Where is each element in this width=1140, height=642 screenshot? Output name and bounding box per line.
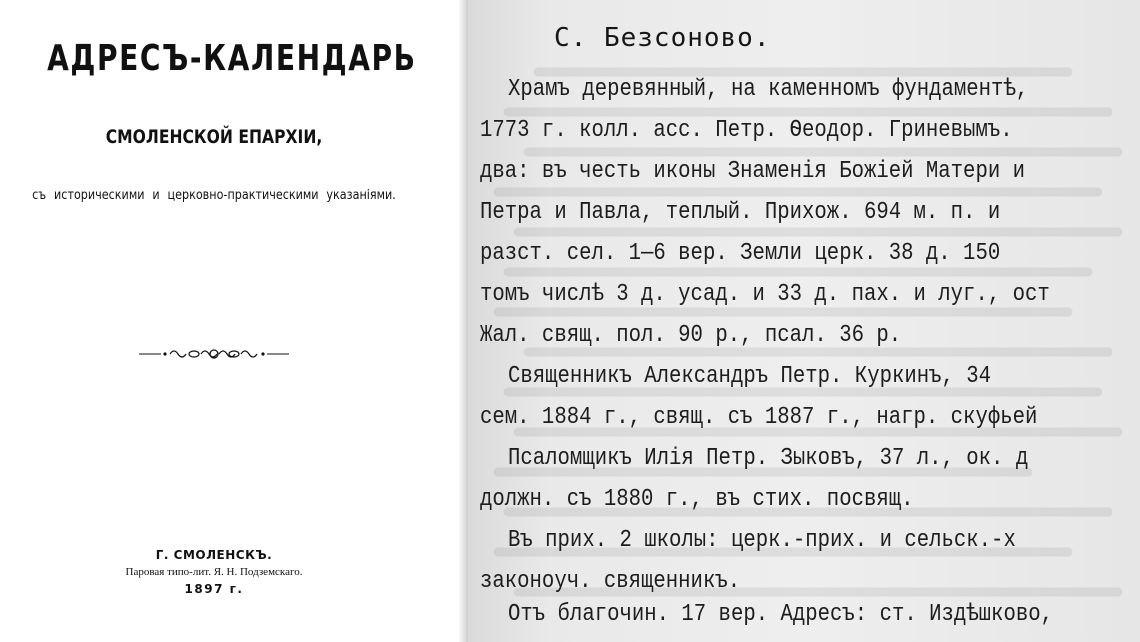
text-line-10: Псаломщикъ Илія Петр. Зыковъ, 37 л., ок. д	[508, 445, 1029, 472]
text-line-2: 1773 г. колл. асс. Петр. Ѳеодор. Гриневымъ.	[480, 117, 1013, 144]
scanned-text-page	[468, 0, 1140, 642]
text-line-11: должн. съ 1880 г., въ стих. посвящ.	[480, 486, 914, 513]
ornament-divider-icon	[139, 345, 289, 363]
text-line-5: разст. сел. 1—6 вер. Земли церк. 38 д. 150	[480, 240, 1001, 267]
text-line-3: два: въ честь иконы Знаменія Божіей Матери и	[480, 158, 1025, 185]
publisher-press: Паровая типо-лит. Я. Н. Подземскаго.	[125, 566, 303, 578]
book-subtitle: СМОЛЕНСКОЙ ЕПАРХІИ,	[105, 126, 323, 148]
publication-city: Г. СМОЛЕНСКЪ.	[155, 548, 273, 562]
text-line-13: законоуч. священникъ.	[480, 568, 741, 595]
book-title: АДРЕСЪ-КАЛЕНДАРЬ	[47, 38, 417, 79]
title-page	[0, 0, 458, 642]
section-heading: С. Безсоново.	[554, 23, 771, 53]
text-line-1: Храмъ деревянный, на каменномъ фундаментѣ,	[508, 76, 1029, 103]
text-line-8: Священникъ Александръ Петр. Куркинъ, 34	[508, 363, 992, 390]
book-description: съ историческими и церковно-практическими указаніями.	[32, 188, 396, 203]
text-line-14: Отъ благочин. 17 вер. Адресъ: ст. Издѣшково,	[508, 601, 1053, 628]
text-line-9: сем. 1884 г., свящ. съ 1887 г., нагр. скуфьей	[480, 404, 1038, 431]
text-line-6: томъ числѣ 3 д. усад. и 33 д. пах. и луг., ост	[480, 281, 1050, 308]
publication-year: 1897 г.	[184, 582, 244, 596]
page-gutter	[458, 0, 468, 642]
text-line-7: Жал. свящ. пол. 90 р., псал. 36 р.	[480, 322, 902, 349]
text-line-12: Въ прих. 2 школы: церк.-прих. и сельск.-х	[508, 527, 1016, 554]
text-line-4: Петра и Павла, теплый. Прихож. 694 м. п. и	[480, 199, 1001, 226]
